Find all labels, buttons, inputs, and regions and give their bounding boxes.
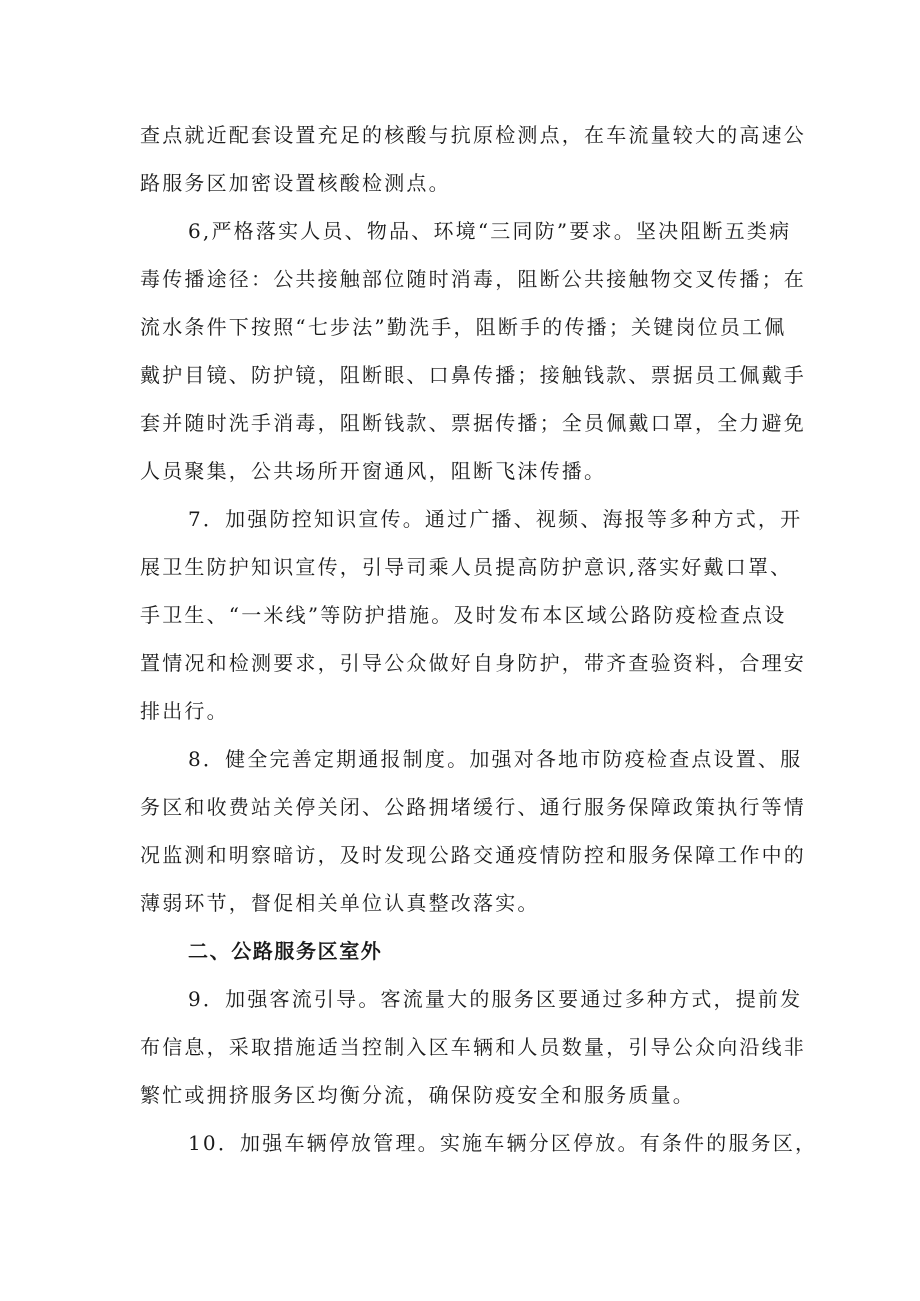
- paragraph-line: 套并随时洗手消毒，阻断钱款、票据传播；全员佩戴口罩，全力避免: [140, 411, 806, 435]
- paragraph-item-7-start: 7．加强防控知识宣传。通过广播、视频、海报等多种方式，开: [188, 507, 803, 531]
- paragraph-line: 流水条件下按照“七步法”勤洗手，阻断手的传播；关键岗位员工佩: [140, 315, 787, 339]
- paragraph-line: 路服务区加密设置核酸检测点。: [140, 171, 451, 195]
- paragraph-line: 展卫生防护知识宣传，引导司乘人员提高防护意识,落实好戴口罩、: [140, 555, 793, 579]
- paragraph-item-10-start: 10．加强车辆停放管理。实施车辆分区停放。有条件的服务区，: [188, 1131, 818, 1155]
- paragraph-line: 戴护目镜、防护镜，阻断眼、口鼻传播；接触钱款、票据员工佩戴手: [140, 363, 806, 387]
- paragraph-line: 人员聚集，公共场所开窗通风，阻断飞沫传播。: [140, 459, 607, 483]
- section-heading: 二、公路服务区室外: [188, 939, 383, 963]
- paragraph-item-9-start: 9．加强客流引导。客流量大的服务区要通过多种方式，提前发: [188, 987, 803, 1011]
- document-body: [140, 111, 840, 1167]
- paragraph-line: 查点就近配套设置充足的核酸与抗原检测点，在车流量较大的高速公: [140, 123, 806, 147]
- paragraph-line: 务区和收费站关停关闭、公路拥堵缓行、通行服务保障政策执行等情: [140, 795, 806, 819]
- paragraph-line: 置情况和检测要求，引导公众做好自身防护，带齐查验资料，合理安: [140, 651, 806, 675]
- paragraph-line: 毒传播途径：公共接触部位随时消毒，阻断公共接触物交叉传播；在: [140, 267, 806, 291]
- paragraph-line: 繁忙或拥挤服务区均衡分流，确保防疫安全和服务质量。: [140, 1083, 695, 1107]
- paragraph-line: 排出行。: [140, 699, 229, 723]
- paragraph-item-6-start: 6,严格落实人员、物品、环境“三同防”要求。坚决阻断五类病: [188, 219, 792, 243]
- paragraph-item-8-start: 8．健全完善定期通报制度。加强对各地市防疫检查点设置、服: [188, 747, 803, 771]
- paragraph-line: 况监测和明察暗访，及时发现公路交通疫情防控和服务保障工作中的: [140, 843, 806, 867]
- paragraph-line: 手卫生、“一米线”等防护措施。及时发布本区域公路防疫检查点设: [140, 603, 787, 627]
- paragraph-line: 薄弱环节，督促相关单位认真整改落实。: [140, 891, 540, 915]
- paragraph-line: 布信息，采取措施适当控制入区车辆和人员数量，引导公众向沿线非: [140, 1035, 806, 1059]
